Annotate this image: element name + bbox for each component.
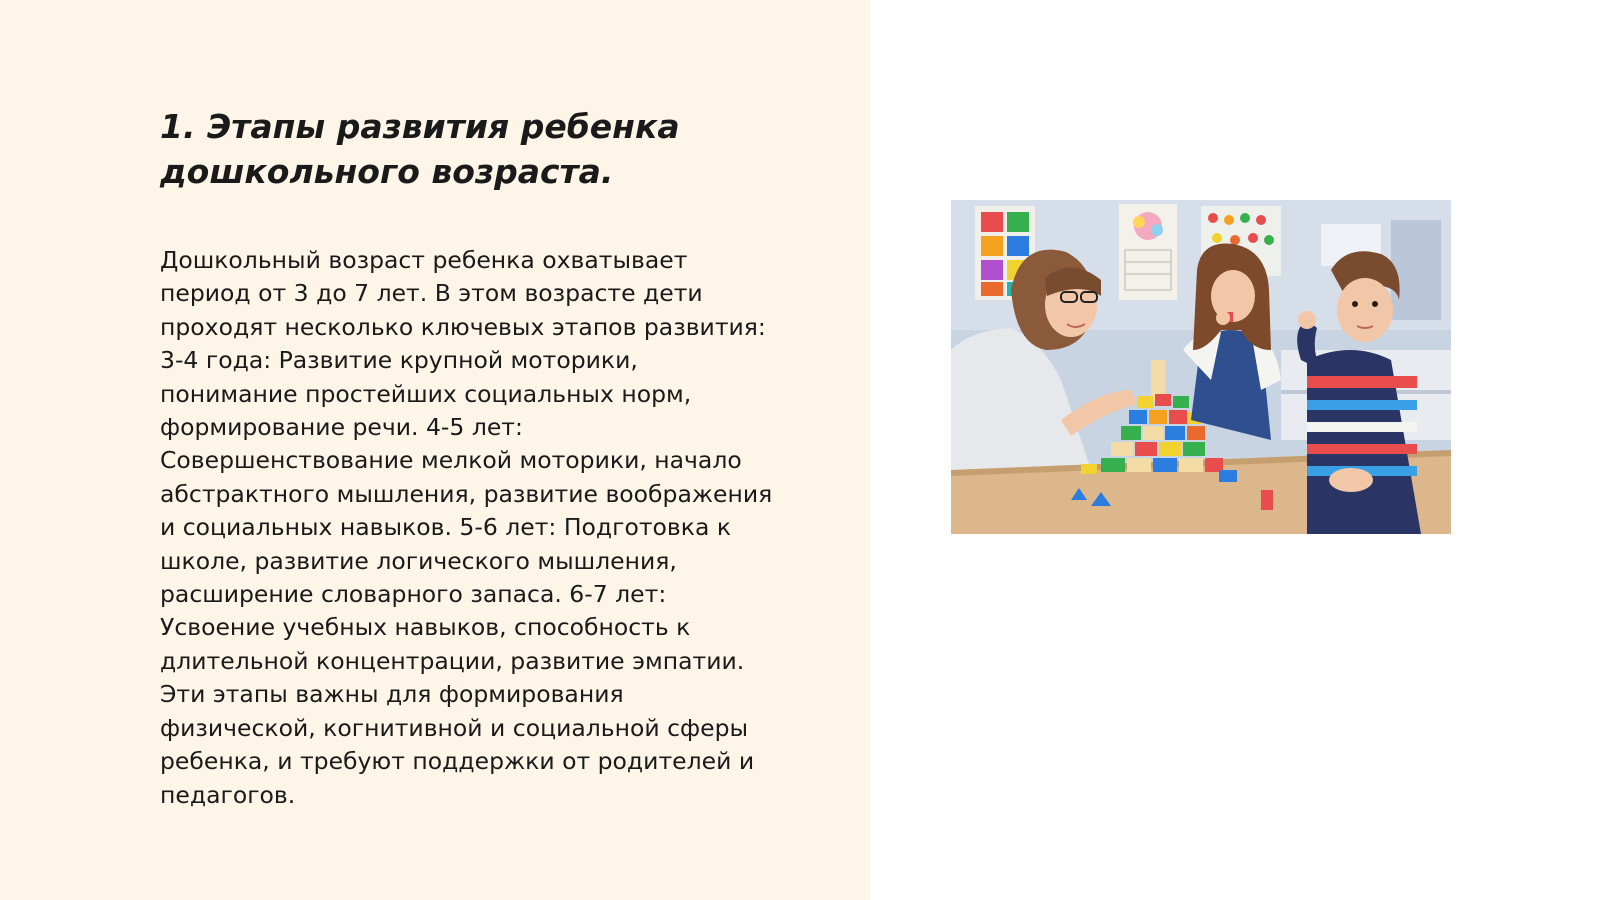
title-line: 1. Этапы развития ребенка	[160, 107, 680, 146]
body-line: Дошкольный возраст ребенка охватывает	[160, 246, 688, 274]
slide-title	[160, 104, 860, 194]
slide-body-text	[160, 244, 850, 812]
title-line: дошкольного возраста.	[160, 152, 614, 191]
body-line: длительной концентрации, развитие эмпатии.	[160, 646, 745, 675]
body-line: период от 3 до 7 лет. В этом возрасте дети	[160, 279, 703, 308]
body-line: абстрактного мышления, развитие воображения	[160, 479, 773, 508]
body-line: и социальных навыков. 5-6 лет: Подготовка к	[160, 513, 732, 542]
body-line: ребенка, и требуют поддержки от родителей и	[160, 747, 755, 776]
body-line: Совершенствование мелкой моторики, начало	[160, 446, 742, 475]
body-line: школе, развитие логического мышления,	[160, 546, 677, 575]
body-line: физической, когнитивной и социальной сферы	[160, 713, 749, 742]
body-line: педагогов.	[160, 780, 296, 809]
children-playing-photo	[951, 200, 1451, 534]
body-line: 3-4 года: Развитие крупной моторики,	[160, 346, 638, 375]
body-line: Эти этапы важны для формирования	[160, 680, 624, 709]
body-line: расширение словарного запаса. 6-7 лет:	[160, 580, 667, 609]
body-line: Усвоение учебных навыков, способность к	[160, 613, 691, 642]
body-line: формирование речи. 4-5 лет:	[160, 413, 523, 442]
body-line: проходят несколько ключевых этапов развития:	[160, 312, 766, 341]
body-line: понимание простейших социальных норм,	[160, 379, 692, 408]
